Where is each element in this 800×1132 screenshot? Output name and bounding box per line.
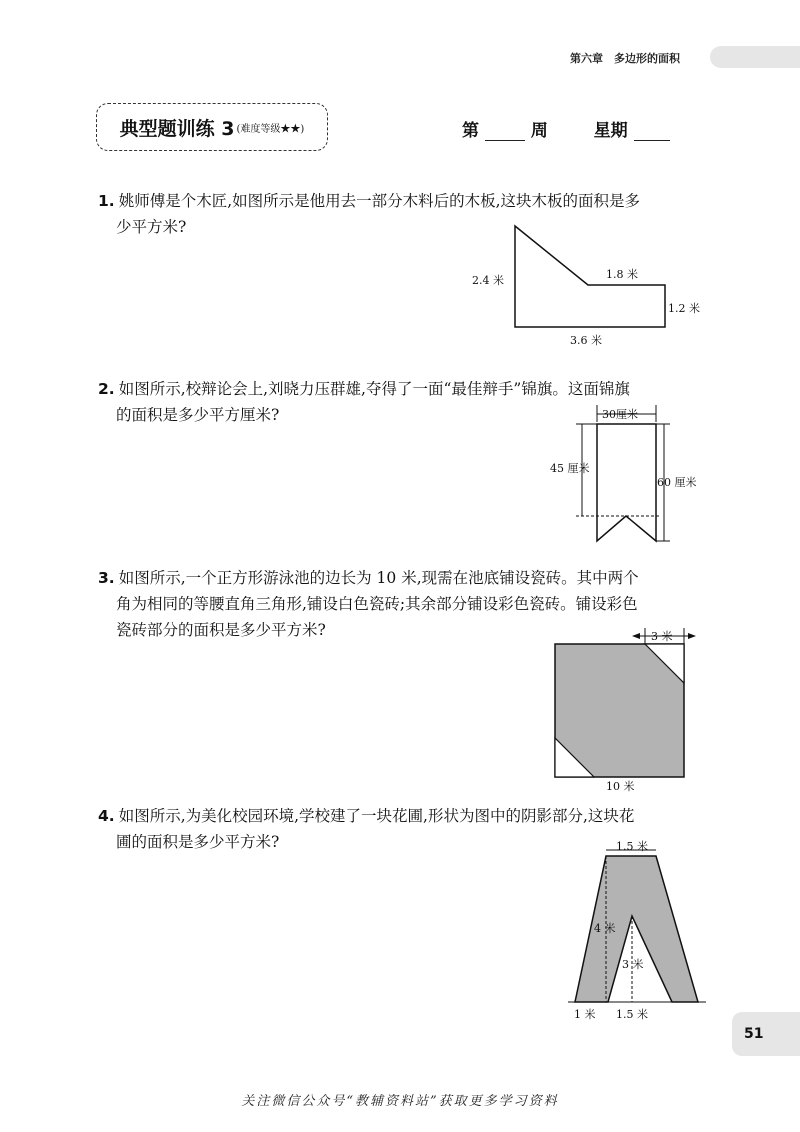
label-bottom: 3.6 米 [570, 334, 602, 347]
label-top: 1.8 米 [606, 268, 638, 281]
problem-text-line: 如图所示,一个正方形游泳池的边长为 10 米,现需在池底铺设瓷砖。其中两个 [118, 569, 639, 587]
problem-text-line: 如图所示,校辩论会上,刘晓力压群雄,夺得了一面“最佳辩手”锦旗。这面锦旗 [118, 380, 630, 398]
label-top: 30厘米 [602, 408, 638, 421]
problem-text-line: 如图所示,为美化校园环境,学校建了一块花圃,形状为图中的阴影部分,这块花 [118, 807, 635, 825]
week-suffix: 周 [530, 121, 548, 141]
problem-text-line: 的面积是多少平方厘米? [116, 406, 280, 424]
problem-number: 1. [98, 192, 115, 210]
problem-text-line: 少平方米? [116, 218, 187, 236]
page-number: 51 [744, 1026, 764, 1042]
label-left: 45 厘米 [550, 462, 590, 475]
label-right: 1.2 米 [668, 302, 700, 315]
label-right: 60 厘米 [657, 476, 697, 489]
problem-number: 2. [98, 380, 115, 398]
week-blank[interactable] [485, 125, 525, 141]
problem-text-line: 角为相同的等腰直角三角形,铺设白色瓷砖;其余部分铺设彩色瓷砖。铺设彩色 [116, 595, 638, 613]
footer-note: 关注微信公众号“教辅资料站”获取更多学习资料 [241, 1094, 559, 1109]
chapter-title: 第六章 多边形的面积 [570, 52, 680, 65]
figure-1-board [470, 222, 710, 352]
header-tab [710, 46, 800, 68]
page-number-tab [732, 1012, 800, 1056]
figure-2-pennant [540, 400, 720, 550]
weekday-blank[interactable] [634, 125, 670, 141]
figure-3-pool [548, 622, 708, 794]
label-bottom-left: 1 米 [574, 1008, 596, 1021]
problem-text-line: 圃的面积是多少平方米? [116, 833, 280, 851]
problem-number: 4. [98, 807, 115, 825]
problem-text-line: 姚师傅是个木匠,如图所示是他用去一部分木料后的木板,这块木板的面积是多 [118, 192, 641, 210]
label-left: 2.4 米 [472, 274, 504, 287]
pennant-shape [597, 424, 656, 541]
label-corner: 3 米 [651, 630, 673, 643]
weekday-label: 星期 [593, 121, 628, 141]
label-height-outer: 4 米 [594, 922, 616, 935]
section-title: 典型题训练 3 [119, 117, 235, 140]
label-bottom-right: 1.5 米 [616, 1008, 648, 1021]
problem-number: 3. [98, 569, 115, 587]
label-bottom: 10 米 [606, 780, 635, 793]
label-top: 1.5 米 [616, 840, 648, 853]
problem-text-line: 瓷砖部分的面积是多少平方米? [116, 621, 326, 639]
figure-4-garden [560, 836, 710, 1026]
week-prefix: 第 [462, 121, 479, 141]
schedule-line [462, 116, 670, 141]
difficulty-label: (难度等级★★) [236, 123, 305, 135]
board-shape [515, 226, 665, 327]
section-title-box [96, 103, 328, 151]
label-height-inner: 3 米 [622, 958, 644, 971]
